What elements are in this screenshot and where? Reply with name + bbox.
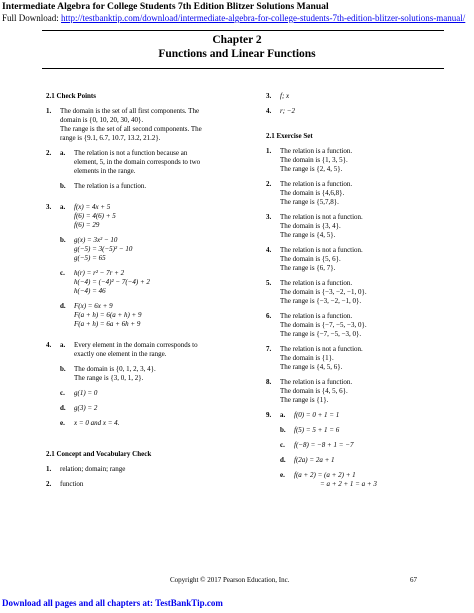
math-line: F(a + h) = 6a + 6h + 9	[74, 319, 141, 328]
answer-line: range is {9.1, 6.7, 10.7, 13.2, 21.2}.	[60, 133, 161, 142]
math-line: F(x) = 6x + 9	[74, 301, 113, 310]
answer-line: The range is {3, 0, 1, 2}.	[74, 373, 144, 382]
answer-line: The domain is {3, 4}.	[280, 221, 341, 230]
answer-line: The domain is the set of all first components. The	[60, 106, 200, 115]
right-column	[266, 92, 446, 501]
answer-line: domain is {0, 10, 20, 30, 40}.	[60, 115, 144, 124]
answer-line: The domain is {4, 5, 6}.	[280, 386, 348, 395]
answer-line: Every element in the domain corresponds to	[74, 340, 198, 349]
concept-2: 2. function	[46, 480, 242, 489]
math-line: g(−5) = 65	[74, 253, 106, 262]
part-c: c. f(−8) = −8 + 1 = −7	[280, 441, 446, 450]
answer-line: exactly one element in the range.	[74, 349, 167, 358]
download-prefix: Full Download:	[2, 13, 62, 23]
part-d: d. F(x) = 6x + 9 F(a + h) = 6(a + h) + 9 F(a + h) = 6a + 6h + 9	[60, 302, 242, 329]
exercise-3: 3. The relation is not a function. The domain is {3, 4}. The range is {4, 5}.	[266, 213, 446, 240]
problem-number: 2.	[46, 148, 52, 157]
chapter-rule-top	[42, 30, 444, 31]
answer-line: The range is {−3, −2, −1, 0}.	[280, 296, 362, 305]
part-c: c. h(r) = r² − 7r + 2 h(−4) = (−4)² − 7(−4) + 2 h(−4) = 46	[60, 269, 242, 296]
left-column	[46, 92, 242, 495]
part-b: b. g(x) = 3x² − 10 g(−5) = 3(−5)² − 10 g(−5) = 65	[60, 236, 242, 263]
problem-number: 1.	[46, 106, 52, 115]
part-c: c. g(1) = 0	[60, 389, 242, 398]
part-b: b. The domain is {0, 1, 2, 3, 4}. The range is {3, 0, 1, 2}.	[60, 365, 242, 383]
math-line: f(a + 2) = (a + 2) + 1	[294, 470, 356, 479]
part-a: a. f(x) = 4x + 5 f(6) = 4(6) + 5 f(6) = 29	[60, 203, 242, 230]
part-e: e. f(a + 2) = (a + 2) + 1 = a + 2 + 1 = a + 3	[280, 471, 446, 489]
chapter-label: Chapter 2	[212, 34, 262, 46]
answer-line: The domain is {1}.	[280, 353, 334, 362]
math-line: g(x) = 3x² − 10	[74, 235, 118, 244]
math-line: g(3) = 2	[74, 403, 98, 412]
part-a: a. f(0) = 0 + 1 = 1	[280, 411, 446, 420]
exercise-8: 8. The relation is a function. The domain is {4, 5, 6}. The range is {1}.	[266, 378, 446, 405]
exercise-7: 7. The relation is not a function. The domain is {1}. The range is {4, 5, 6}.	[266, 345, 446, 372]
part-e: e. x = 0 and x = 4.	[60, 419, 242, 428]
answer-line: The relation is not a function because an	[74, 148, 188, 157]
answer-line: The relation is a function.	[280, 179, 353, 188]
answer-line: The range is the set of all second components. The	[60, 124, 202, 133]
answer-line: The range is {4, 5}.	[280, 230, 336, 239]
problem-4	[46, 341, 242, 434]
problem-1	[46, 107, 242, 143]
math-line: g(1) = 0	[74, 388, 98, 397]
answer-line: function	[60, 479, 84, 488]
answer-line: The relation is a function.	[74, 181, 147, 190]
answer-line: The relation is not a function.	[280, 212, 363, 221]
math-line: h(r) = r² − 7r + 2	[74, 268, 125, 277]
answer-line: r; −2	[280, 107, 296, 115]
answer-line: The domain is {1, 3, 5}.	[280, 155, 348, 164]
download-all-link[interactable]: Download all pages and all chapters at: TestBankTip.com	[2, 598, 223, 608]
section-exercise-set: 2.1 Exercise Set	[266, 132, 313, 140]
answer-line: The domain is {−7, −5, −3, 0}.	[280, 320, 367, 329]
concept-1: 1. relation; domain; range	[46, 465, 242, 474]
part-a: a. Every element in the domain corresponds to exactly one element in the range.	[60, 341, 242, 359]
problem-number: 3.	[46, 202, 52, 211]
answer-line: The relation is not a function.	[280, 245, 363, 254]
chapter-rule-bottom	[42, 68, 444, 69]
chapter-title: Functions and Linear Functions	[158, 47, 316, 60]
copyright-notice: Copyright © 2017 Pearson Education, Inc.	[170, 576, 290, 584]
part-d: d. g(3) = 2	[60, 404, 242, 413]
exercise-5: 5. The relation is a function. The domain is {−3, −2, −1, 0}. The range is {−3, −2, −1, 0}.	[266, 279, 446, 306]
answer-line: The domain is {4,6,8}.	[280, 188, 345, 197]
part-a: a. The relation is not a function because an element, 5, in the domain corresponds to two elements in the range.	[60, 149, 242, 176]
math-line: f(−8) = −8 + 1 = −7	[294, 440, 354, 449]
download-line	[2, 13, 465, 24]
math-line: h(−4) = 46	[74, 286, 106, 295]
section-concept-check: 2.1 Concept and Vocabulary Check	[46, 449, 152, 458]
math-line: f(6) = 29	[74, 220, 100, 229]
section-check-points: 2.1 Check Points	[46, 92, 96, 100]
part-b: b. The relation is a function.	[60, 182, 242, 191]
concept-4: 4. r; −2	[266, 107, 446, 116]
answer-line: The range is {4, 5, 6}.	[280, 362, 343, 371]
math-line: f(2a) = 2a + 1	[294, 455, 335, 464]
answer-line: The range is {−7, −5, −3, 0}.	[280, 329, 362, 338]
answer-line: The relation is a function.	[280, 311, 353, 320]
math-line: F(a + h) = 6(a + h) + 9	[74, 310, 142, 319]
answer-line: The domain is {5, 6}.	[280, 254, 341, 263]
math-line: f(5) = 5 + 1 = 6	[294, 425, 340, 434]
concept-3: 3. f; x	[266, 92, 446, 101]
problem-2	[46, 149, 242, 197]
exercise-4: 4. The relation is not a function. The domain is {5, 6}. The range is {6, 7}.	[266, 246, 446, 273]
answer-line: f; x	[280, 92, 290, 100]
download-link[interactable]: http://testbanktip.com/download/intermediate-algebra-for-college-students-7th-edition-blitzer-solutions-manual/	[61, 13, 466, 23]
exercise-1: 1. The relation is a function. The domain is {1, 3, 5}. The range is {2, 4, 5}.	[266, 147, 446, 174]
answer-line: The relation is not a function.	[280, 344, 363, 353]
exercise-2: 2. The relation is a function. The domain is {4,6,8}. The range is {5,7,8}.	[266, 180, 446, 207]
page-number: 67	[410, 576, 417, 584]
answer-line: The range is {2, 4, 5}.	[280, 164, 343, 173]
math-line: f(0) = 0 + 1 = 1	[294, 410, 340, 419]
answer-line: The domain is {−3, −2, −1, 0}.	[280, 287, 367, 296]
answer-line: element, 5, in the domain corresponds to two	[74, 157, 201, 166]
answer-line: The relation is a function.	[280, 377, 353, 386]
problem-number: 4.	[46, 340, 52, 349]
answer-line: The range is {1}.	[280, 395, 329, 404]
answer-line: The relation is a function.	[280, 146, 353, 155]
chapter-heading	[0, 34, 474, 62]
answer-line: The relation is a function.	[280, 278, 353, 287]
part-b: b. f(5) = 5 + 1 = 6	[280, 426, 446, 435]
answer-line: The range is {5,7,8}.	[280, 197, 339, 206]
document-title: Intermediate Algebra for College Students 7th Edition Blitzer Solutions Manual	[2, 1, 329, 12]
math-line: f(x) = 4x + 5	[74, 202, 111, 211]
answer-line: elements in the range.	[74, 166, 136, 175]
math-line: h(−4) = (−4)² − 7(−4) + 2	[74, 277, 150, 286]
answer-line: The domain is {0, 1, 2, 3, 4}.	[74, 364, 156, 373]
math-line: x = 0 and x = 4.	[74, 418, 120, 427]
exercise-9: 9. a. f(0) = 0 + 1 = 1 b. f(5) = 5 + 1 = 6 c. f(−8) = −8 + 1 = −7 d. f(2a) = 2a + 1 e. f(a + 2) = (a + 2) + 1 = a + 2 + 1 = a + 3	[266, 411, 446, 495]
math-line: f(6) = 4(6) + 5	[74, 211, 116, 220]
answer-line: The range is {6, 7}.	[280, 263, 336, 272]
answer-line: relation; domain; range	[60, 464, 126, 473]
problem-3	[46, 203, 242, 335]
exercise-6: 6. The relation is a function. The domain is {−7, −5, −3, 0}. The range is {−7, −5, −3, 0}.	[266, 312, 446, 339]
math-line: = a + 2 + 1 = a + 3	[320, 479, 377, 488]
part-d: d. f(2a) = 2a + 1	[280, 456, 446, 465]
math-line: g(−5) = 3(−5)² − 10	[74, 244, 133, 253]
